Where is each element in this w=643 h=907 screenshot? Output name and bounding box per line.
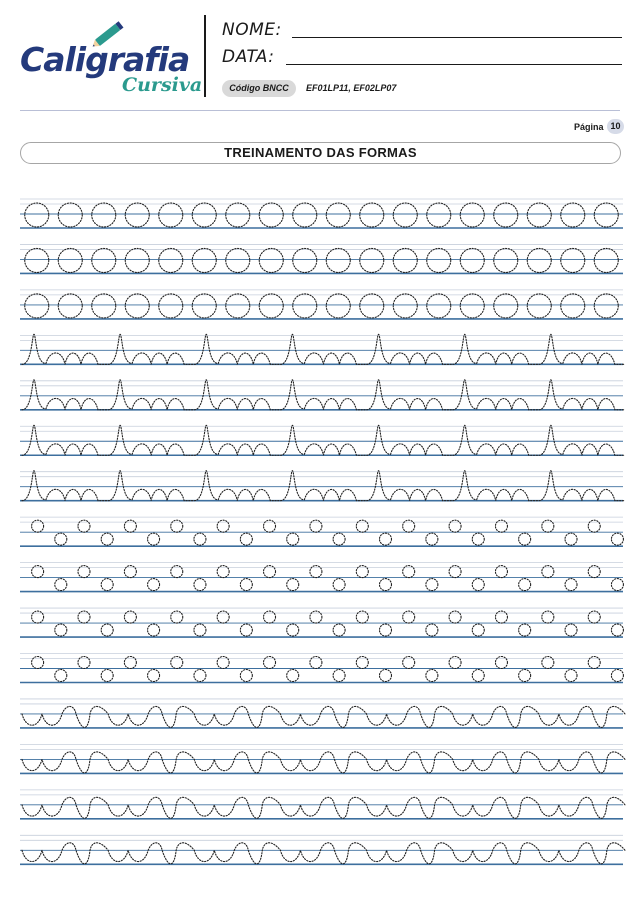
trace-small-circle	[101, 670, 113, 682]
trace-small-circle	[333, 533, 345, 545]
trace-circle	[25, 294, 49, 318]
trace-circle	[92, 248, 116, 272]
trace-small-circle	[194, 624, 206, 636]
trace-circle	[326, 294, 350, 318]
bncc-codes: EF01LP11, EF02LP07	[306, 83, 397, 93]
trace-circle	[92, 294, 116, 318]
practice-row	[20, 517, 623, 546]
trace-small-circle	[55, 670, 67, 682]
trace-loop-arch	[22, 471, 625, 501]
trace-small-circle	[194, 579, 206, 591]
trace-small-circle	[426, 579, 438, 591]
trace-circle	[393, 248, 417, 272]
trace-small-circle	[611, 579, 623, 591]
trace-circle	[293, 248, 317, 272]
practice-row	[20, 334, 625, 364]
trace-small-circle	[472, 670, 484, 682]
trace-circle	[259, 203, 283, 227]
trace-cup-wave	[22, 752, 625, 773]
trace-small-circle	[333, 670, 345, 682]
trace-circle	[25, 203, 49, 227]
trace-circle	[25, 248, 49, 272]
trace-circle	[293, 294, 317, 318]
trace-small-circle	[379, 624, 391, 636]
trace-small-circle	[287, 670, 299, 682]
practice-row	[20, 654, 623, 683]
trace-small-circle	[101, 624, 113, 636]
trace-circle	[360, 248, 384, 272]
trace-small-circle	[565, 533, 577, 545]
trace-small-circle	[194, 670, 206, 682]
trace-circle	[58, 294, 82, 318]
trace-small-circle	[379, 533, 391, 545]
trace-small-circle	[148, 533, 160, 545]
trace-small-circle	[519, 579, 531, 591]
practice-row	[20, 471, 625, 501]
logo-subtitle: Cursiva	[122, 74, 203, 96]
trace-small-circle	[611, 624, 623, 636]
trace-circle	[360, 203, 384, 227]
trace-small-circle	[565, 670, 577, 682]
trace-small-circle	[519, 533, 531, 545]
bncc-badge: Código BNCC	[222, 80, 296, 97]
practice-row	[20, 199, 623, 228]
trace-small-circle	[240, 670, 252, 682]
trace-loop-arch	[22, 334, 625, 364]
trace-circle	[58, 248, 82, 272]
trace-circle	[360, 294, 384, 318]
trace-circle	[92, 203, 116, 227]
trace-small-circle	[472, 624, 484, 636]
page-label: Página	[574, 122, 604, 132]
practice-row	[20, 290, 623, 319]
trace-small-circle	[194, 533, 206, 545]
trace-circle	[326, 248, 350, 272]
practice-row	[20, 790, 625, 819]
trace-small-circle	[101, 579, 113, 591]
trace-small-circle	[55, 579, 67, 591]
trace-small-circle	[426, 624, 438, 636]
trace-circle	[427, 294, 451, 318]
page-number-badge: 10	[607, 119, 624, 134]
trace-circle	[460, 294, 484, 318]
trace-small-circle	[55, 624, 67, 636]
name-label: NOME:	[222, 20, 282, 40]
practice-row	[20, 425, 625, 455]
logo-title: Caligrafia	[20, 40, 190, 79]
trace-circle	[427, 203, 451, 227]
trace-circle	[159, 203, 183, 227]
trace-circle	[460, 203, 484, 227]
trace-circle	[159, 248, 183, 272]
trace-small-circle	[287, 624, 299, 636]
trace-circle	[326, 203, 350, 227]
trace-small-circle	[240, 533, 252, 545]
practice-row	[20, 380, 625, 410]
practice-row	[20, 244, 623, 273]
trace-small-circle	[148, 624, 160, 636]
trace-small-circle	[240, 579, 252, 591]
trace-small-circle	[379, 579, 391, 591]
trace-circle	[561, 203, 585, 227]
trace-circle	[226, 203, 250, 227]
trace-circle	[460, 248, 484, 272]
trace-circle	[192, 203, 216, 227]
page-title: TREINAMENTO DAS FORMAS	[20, 142, 621, 164]
trace-small-circle	[611, 533, 623, 545]
trace-small-circle	[565, 579, 577, 591]
trace-small-circle	[519, 624, 531, 636]
trace-small-circle	[519, 670, 531, 682]
trace-circle	[594, 248, 618, 272]
trace-small-circle	[240, 624, 252, 636]
trace-circle	[494, 294, 518, 318]
trace-circle	[159, 294, 183, 318]
practice-row	[20, 835, 625, 864]
date-label: DATA:	[222, 47, 275, 67]
trace-circle	[192, 294, 216, 318]
trace-small-circle	[426, 533, 438, 545]
trace-circle	[393, 294, 417, 318]
trace-small-circle	[148, 579, 160, 591]
trace-circle	[192, 248, 216, 272]
trace-circle	[494, 203, 518, 227]
trace-circle	[594, 294, 618, 318]
trace-circle	[226, 294, 250, 318]
trace-circle	[527, 294, 551, 318]
trace-circle	[125, 203, 149, 227]
trace-circle	[561, 248, 585, 272]
trace-circle	[561, 294, 585, 318]
trace-circle	[527, 248, 551, 272]
trace-small-circle	[565, 624, 577, 636]
practice-row	[20, 744, 625, 773]
trace-circle	[259, 248, 283, 272]
trace-small-circle	[287, 533, 299, 545]
trace-small-circle	[426, 670, 438, 682]
trace-small-circle	[472, 533, 484, 545]
practice-row	[20, 563, 623, 592]
trace-circle	[527, 203, 551, 227]
trace-small-circle	[148, 670, 160, 682]
practice-row	[20, 699, 625, 728]
trace-circle	[594, 203, 618, 227]
trace-small-circle	[101, 533, 113, 545]
trace-small-circle	[611, 670, 623, 682]
trace-loop-arch	[22, 380, 625, 410]
trace-small-circle	[379, 670, 391, 682]
trace-circle	[125, 294, 149, 318]
trace-small-circle	[287, 579, 299, 591]
trace-circle	[58, 203, 82, 227]
trace-small-circle	[333, 579, 345, 591]
trace-small-circle	[333, 624, 345, 636]
trace-circle	[393, 203, 417, 227]
trace-small-circle	[472, 579, 484, 591]
trace-circle	[226, 248, 250, 272]
trace-circle	[125, 248, 149, 272]
trace-circle	[293, 203, 317, 227]
trace-cup-wave	[22, 797, 625, 818]
trace-loop-arch	[22, 425, 625, 455]
trace-circle	[494, 248, 518, 272]
trace-cup-wave	[22, 706, 625, 727]
trace-circle	[427, 248, 451, 272]
trace-small-circle	[55, 533, 67, 545]
trace-cup-wave	[22, 843, 625, 864]
practice-row	[20, 608, 623, 637]
trace-circle	[259, 294, 283, 318]
